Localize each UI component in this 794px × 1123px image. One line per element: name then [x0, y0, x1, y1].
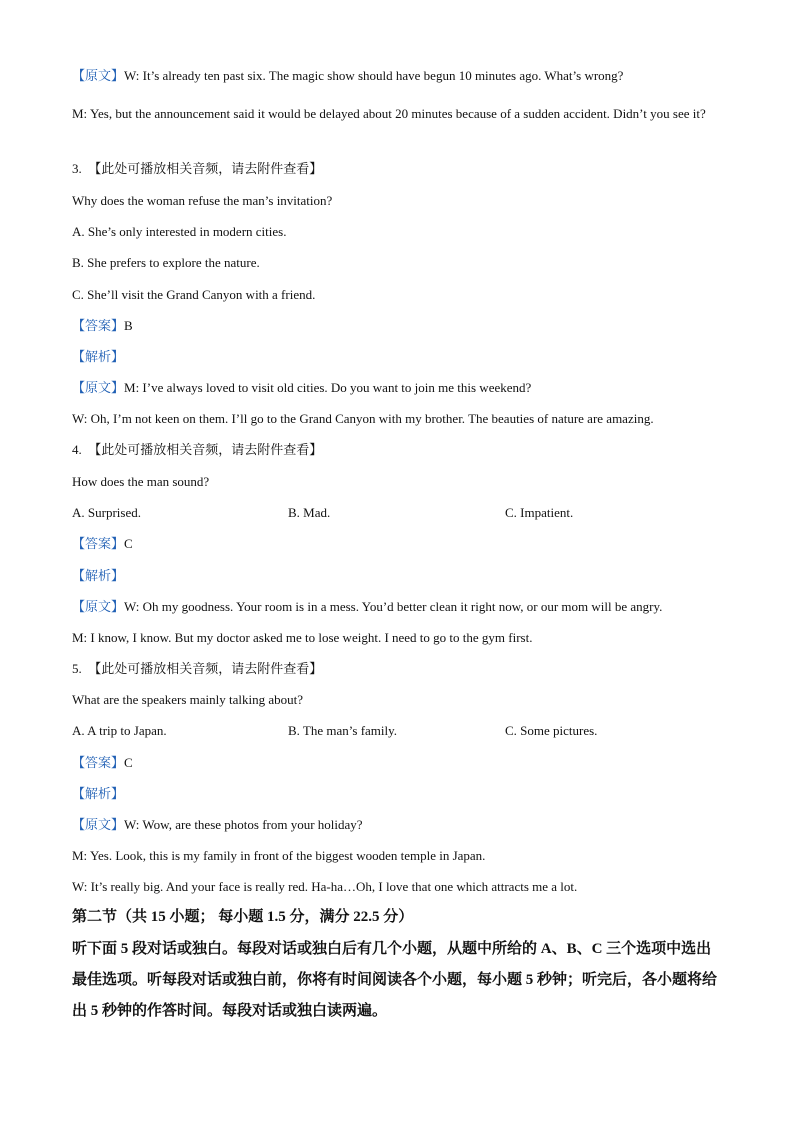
q5-analysis-label: [72, 785, 124, 803]
q4-answer: [72, 535, 133, 553]
yuanwen-label: 【原文】: [72, 380, 125, 395]
q5-option-c: C. Some pictures.: [505, 723, 598, 738]
yuanwen-label: 【原文】: [72, 599, 125, 614]
q4-analysis-label: [72, 567, 124, 585]
q5-transcript-man: M: Yes. Look, this is my family in front of the biggest wooden temple in Japan.: [72, 848, 486, 863]
answer-label: 【答案】: [72, 755, 125, 770]
q4-transcript-man: M: I know, I know. But my doctor asked me to lose weight. I need to go to the gym first.: [72, 630, 533, 645]
q4-option-b: B. Mad.: [288, 505, 331, 520]
analysis-label: 【解析】: [72, 349, 125, 364]
q5-answer: [72, 754, 133, 772]
q5-option-a: A. A trip to Japan.: [72, 723, 167, 738]
q3-transcript-man: [72, 379, 531, 397]
q3-answer-value: B: [124, 318, 133, 333]
q4-number: 4.: [72, 442, 82, 457]
q5-transcript-woman: [72, 816, 363, 834]
q4-header: [72, 441, 322, 459]
q2-transcript-woman: [72, 67, 623, 85]
q3-transcript-woman: W: Oh, I’m not keen on them. I’ll go to the Grand Canyon with my brother. The beauties of nature are amazing.: [72, 411, 654, 426]
q4-answer-value: C: [124, 536, 133, 551]
analysis-label: 【解析】: [72, 786, 125, 801]
q4-option-c: C. Impatient.: [505, 505, 574, 520]
q5-number: 5.: [72, 661, 82, 676]
q5-transcript-woman-2: W: It’s really big. And your face is really red. Ha-ha…Oh, I love that one which attracts me a lot.: [72, 879, 578, 894]
q3-analysis-label: [72, 348, 124, 366]
yuanwen-label: 【原文】: [72, 68, 125, 83]
q5-woman-text: W: Wow, are these photos from your holiday?: [124, 817, 363, 832]
q3-answer: [72, 317, 133, 335]
q2-transcript-man: M: Yes, but the announcement said it would be delayed about 20 minutes because of a sudden accident. Didn’t you see it?: [72, 106, 706, 121]
q5-option-b: B. The man’s family.: [288, 723, 398, 738]
q2-woman-text: W: It’s already ten past six. The magic show should have begun 10 minutes ago. What’s wrong?: [124, 68, 624, 83]
q3-option-a: A. She’s only interested in modern cities.: [72, 224, 287, 239]
section2-instructions: 听下面 5 段对话或独白。每段对话或独白后有几个小题，从题中所给的 A、B、C 三个选项中选出最佳选项。听每段对话或独白前，你将有时间阅读各个小题，每小题 5 秒钟；听完后，各小题将给出 5 秒钟的作答时间。每段对话或独白读两遍。: [72, 941, 718, 1019]
q5-question: What are the speakers mainly talking about?: [72, 692, 304, 707]
q4-transcript-woman: [72, 598, 662, 616]
q5-header: [72, 660, 322, 678]
answer-label: 【答案】: [72, 318, 125, 333]
q3-option-b: B. She prefers to explore the nature.: [72, 255, 260, 270]
q3-option-c: C. She’ll visit the Grand Canyon with a friend.: [72, 287, 316, 302]
q4-audio-note[interactable]: 【此处可播放相关音频，请去附件查看】: [88, 442, 323, 457]
yuanwen-label: 【原文】: [72, 817, 125, 832]
q3-question: Why does the woman refuse the man’s invitation?: [72, 193, 333, 208]
answer-label: 【答案】: [72, 536, 125, 551]
section2-heading: 第二节（共 15 小题； 每小题 1.5 分，满分 22.5 分）: [72, 909, 414, 925]
q4-woman-text: W: Oh my goodness. Your room is in a mess. You’d better clean it right now, or our mom will be angry.: [124, 599, 663, 614]
q3-man-text: M: I’ve always loved to visit old cities. Do you want to join me this weekend?: [124, 380, 532, 395]
q5-answer-value: C: [124, 755, 133, 770]
q3-audio-note[interactable]: 【此处可播放相关音频，请去附件查看】: [88, 161, 323, 176]
q5-audio-note[interactable]: 【此处可播放相关音频，请去附件查看】: [88, 661, 323, 676]
analysis-label: 【解析】: [72, 568, 125, 583]
q3-header: [72, 160, 322, 178]
q4-option-a: A. Surprised.: [72, 505, 141, 520]
q3-number: 3.: [72, 161, 82, 176]
q4-question: How does the man sound?: [72, 474, 210, 489]
